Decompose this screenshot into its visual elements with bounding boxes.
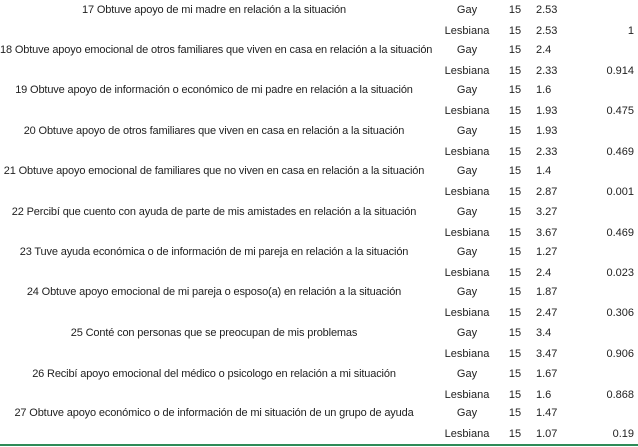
n-cell: 15 — [508, 246, 522, 258]
p-value-cell: 0.001 — [606, 186, 634, 198]
p-value-cell: 0.306 — [606, 307, 634, 319]
group-cell: Lesbiana — [444, 65, 490, 77]
mean-cell: 3.67 — [536, 227, 558, 239]
table-row — [428, 40, 638, 60]
item-statement: 20 Obtuve apoyo de otros familiares que viven en casa en relación a la situación — [23, 125, 405, 137]
table-item — [0, 323, 638, 364]
mean-cell: 2.53 — [536, 4, 558, 16]
table-row — [428, 21, 638, 41]
table-row — [428, 142, 638, 162]
mean-cell: 1.87 — [536, 286, 558, 298]
mean-cell: 1.93 — [536, 125, 558, 137]
mean-cell: 2.87 — [536, 186, 558, 198]
n-cell: 15 — [508, 105, 522, 117]
group-cell: Gay — [456, 246, 478, 258]
item-statement: 17 Obtuve apoyo de mi madre en relación a la situación — [81, 4, 346, 16]
table-item — [0, 121, 638, 162]
group-cell: Gay — [456, 44, 478, 56]
group-cell: Gay — [456, 84, 478, 96]
table-row — [428, 0, 638, 20]
mean-cell: 1.47 — [536, 407, 558, 419]
mean-cell: 2.47 — [536, 307, 558, 319]
p-value-cell: 0.475 — [606, 105, 634, 117]
group-cell: Gay — [456, 327, 478, 339]
mean-cell: 2.4 — [536, 267, 552, 279]
mean-cell: 2.33 — [536, 146, 558, 158]
n-cell: 15 — [508, 389, 522, 401]
mean-cell: 1.4 — [536, 165, 552, 177]
p-value-cell — [592, 0, 634, 20]
group-cell: Lesbiana — [444, 25, 490, 37]
mean-cell: 3.27 — [536, 206, 558, 218]
p-value-cell — [592, 80, 634, 100]
mean-cell: 1.6 — [536, 389, 552, 401]
item-statement: 19 Obtuve apoyo de información o económico de mi padre en relación a la situación — [15, 84, 413, 96]
n-cell: 15 — [508, 206, 522, 218]
table-row — [428, 242, 638, 262]
group-cell: Lesbiana — [444, 146, 490, 158]
item-statement: 23 Tuve ayuda económica o de información de mi pareja en relación a la situación — [19, 246, 409, 258]
n-cell: 15 — [508, 186, 522, 198]
n-cell: 15 — [508, 267, 522, 279]
n-cell: 15 — [508, 84, 522, 96]
table-item — [0, 80, 638, 121]
item-statement: 18 Obtuve apoyo emocional de otros familiares que viven en casa en relación a la situación — [0, 44, 433, 56]
p-value-cell — [592, 282, 634, 302]
mean-cell: 2.4 — [536, 44, 552, 56]
n-cell: 15 — [508, 286, 522, 298]
group-cell: Gay — [456, 286, 478, 298]
n-cell: 15 — [508, 407, 522, 419]
mean-cell: 2.33 — [536, 65, 558, 77]
group-cell: Lesbiana — [444, 186, 490, 198]
n-cell: 15 — [508, 44, 522, 56]
p-value-cell: 0.469 — [606, 227, 634, 239]
n-cell: 15 — [508, 4, 522, 16]
n-cell: 15 — [508, 125, 522, 137]
p-value-cell — [592, 323, 634, 343]
group-cell: Gay — [456, 165, 478, 177]
n-cell: 15 — [508, 307, 522, 319]
table-row — [428, 80, 638, 100]
n-cell: 15 — [508, 65, 522, 77]
p-value-cell — [592, 202, 634, 222]
mean-cell: 3.4 — [536, 327, 552, 339]
table-row — [428, 182, 638, 202]
table-row — [428, 202, 638, 222]
p-value-cell: 0.914 — [606, 65, 634, 77]
group-cell: Gay — [456, 4, 478, 16]
p-value-cell: 0.469 — [606, 146, 634, 158]
mean-cell: 3.47 — [536, 348, 558, 360]
n-cell: 15 — [508, 327, 522, 339]
table-row — [428, 101, 638, 121]
mean-cell: 2.53 — [536, 25, 558, 37]
table-row — [428, 364, 638, 384]
group-cell: Gay — [456, 206, 478, 218]
p-value-cell: 0.906 — [606, 348, 634, 360]
p-value-cell: 1 — [627, 25, 634, 37]
table-item — [0, 161, 638, 202]
group-cell: Gay — [456, 368, 478, 380]
mean-cell: 1.6 — [536, 84, 552, 96]
table-row — [428, 303, 638, 323]
p-value-cell — [592, 403, 634, 423]
p-value-cell — [592, 161, 634, 181]
table-row — [428, 161, 638, 181]
n-cell: 15 — [508, 25, 522, 37]
group-cell: Lesbiana — [444, 267, 490, 279]
group-cell: Lesbiana — [444, 227, 490, 239]
group-cell: Lesbiana — [444, 307, 490, 319]
table-item — [0, 364, 638, 405]
mean-cell: 1.67 — [536, 368, 558, 380]
table-row — [428, 263, 638, 283]
p-value-cell: 0.19 — [612, 428, 634, 440]
p-value-cell: 0.023 — [606, 267, 634, 279]
p-value-cell: 0.868 — [606, 389, 634, 401]
table-row — [428, 323, 638, 343]
group-cell: Gay — [456, 407, 478, 419]
group-cell: Lesbiana — [444, 428, 490, 440]
n-cell: 15 — [508, 368, 522, 380]
p-value-cell — [592, 364, 634, 384]
item-statement: 21 Obtuve apoyo emocional de familiares que no viven en casa en relación a la situación — [3, 165, 425, 177]
table-row — [428, 282, 638, 302]
n-cell: 15 — [508, 165, 522, 177]
table-item — [0, 403, 638, 444]
n-cell: 15 — [508, 348, 522, 360]
p-value-cell — [592, 40, 634, 60]
item-statement: 26 Recibí apoyo emocional del médico o psicologo en relación a mi situación — [32, 368, 396, 380]
n-cell: 15 — [508, 227, 522, 239]
group-cell: Lesbiana — [444, 105, 490, 117]
table-item — [0, 242, 638, 283]
item-statement: 22 Percibí que cuento con ayuda de parte de mis amistades en relación a la situación — [11, 206, 417, 218]
table-item — [0, 202, 638, 243]
group-cell: Gay — [456, 125, 478, 137]
p-value-cell — [592, 242, 634, 262]
item-statement: 25 Conté con personas que se preocupan de mis problemas — [70, 327, 358, 339]
mean-cell: 1.27 — [536, 246, 558, 258]
table-row — [428, 121, 638, 141]
n-cell: 15 — [508, 428, 522, 440]
table-row — [428, 61, 638, 81]
mean-cell: 1.93 — [536, 105, 558, 117]
item-statement: 24 Obtuve apoyo emocional de mi pareja o esposo(a) en relación a la situación — [26, 286, 402, 298]
table-row — [428, 385, 638, 405]
table-row — [428, 223, 638, 243]
table-item — [0, 282, 638, 323]
table-item — [0, 0, 638, 41]
table-row — [428, 344, 638, 364]
table-row — [428, 424, 638, 444]
table-item — [0, 40, 638, 81]
mean-cell: 1.07 — [536, 428, 558, 440]
group-cell: Lesbiana — [444, 348, 490, 360]
item-statement: 27 Obtuve apoyo económico o de información de mi situación de un grupo de ayuda — [14, 407, 414, 419]
n-cell: 15 — [508, 146, 522, 158]
p-value-cell — [592, 121, 634, 141]
table-bottom-rule — [0, 444, 638, 446]
group-cell: Lesbiana — [444, 389, 490, 401]
table-row — [428, 403, 638, 423]
